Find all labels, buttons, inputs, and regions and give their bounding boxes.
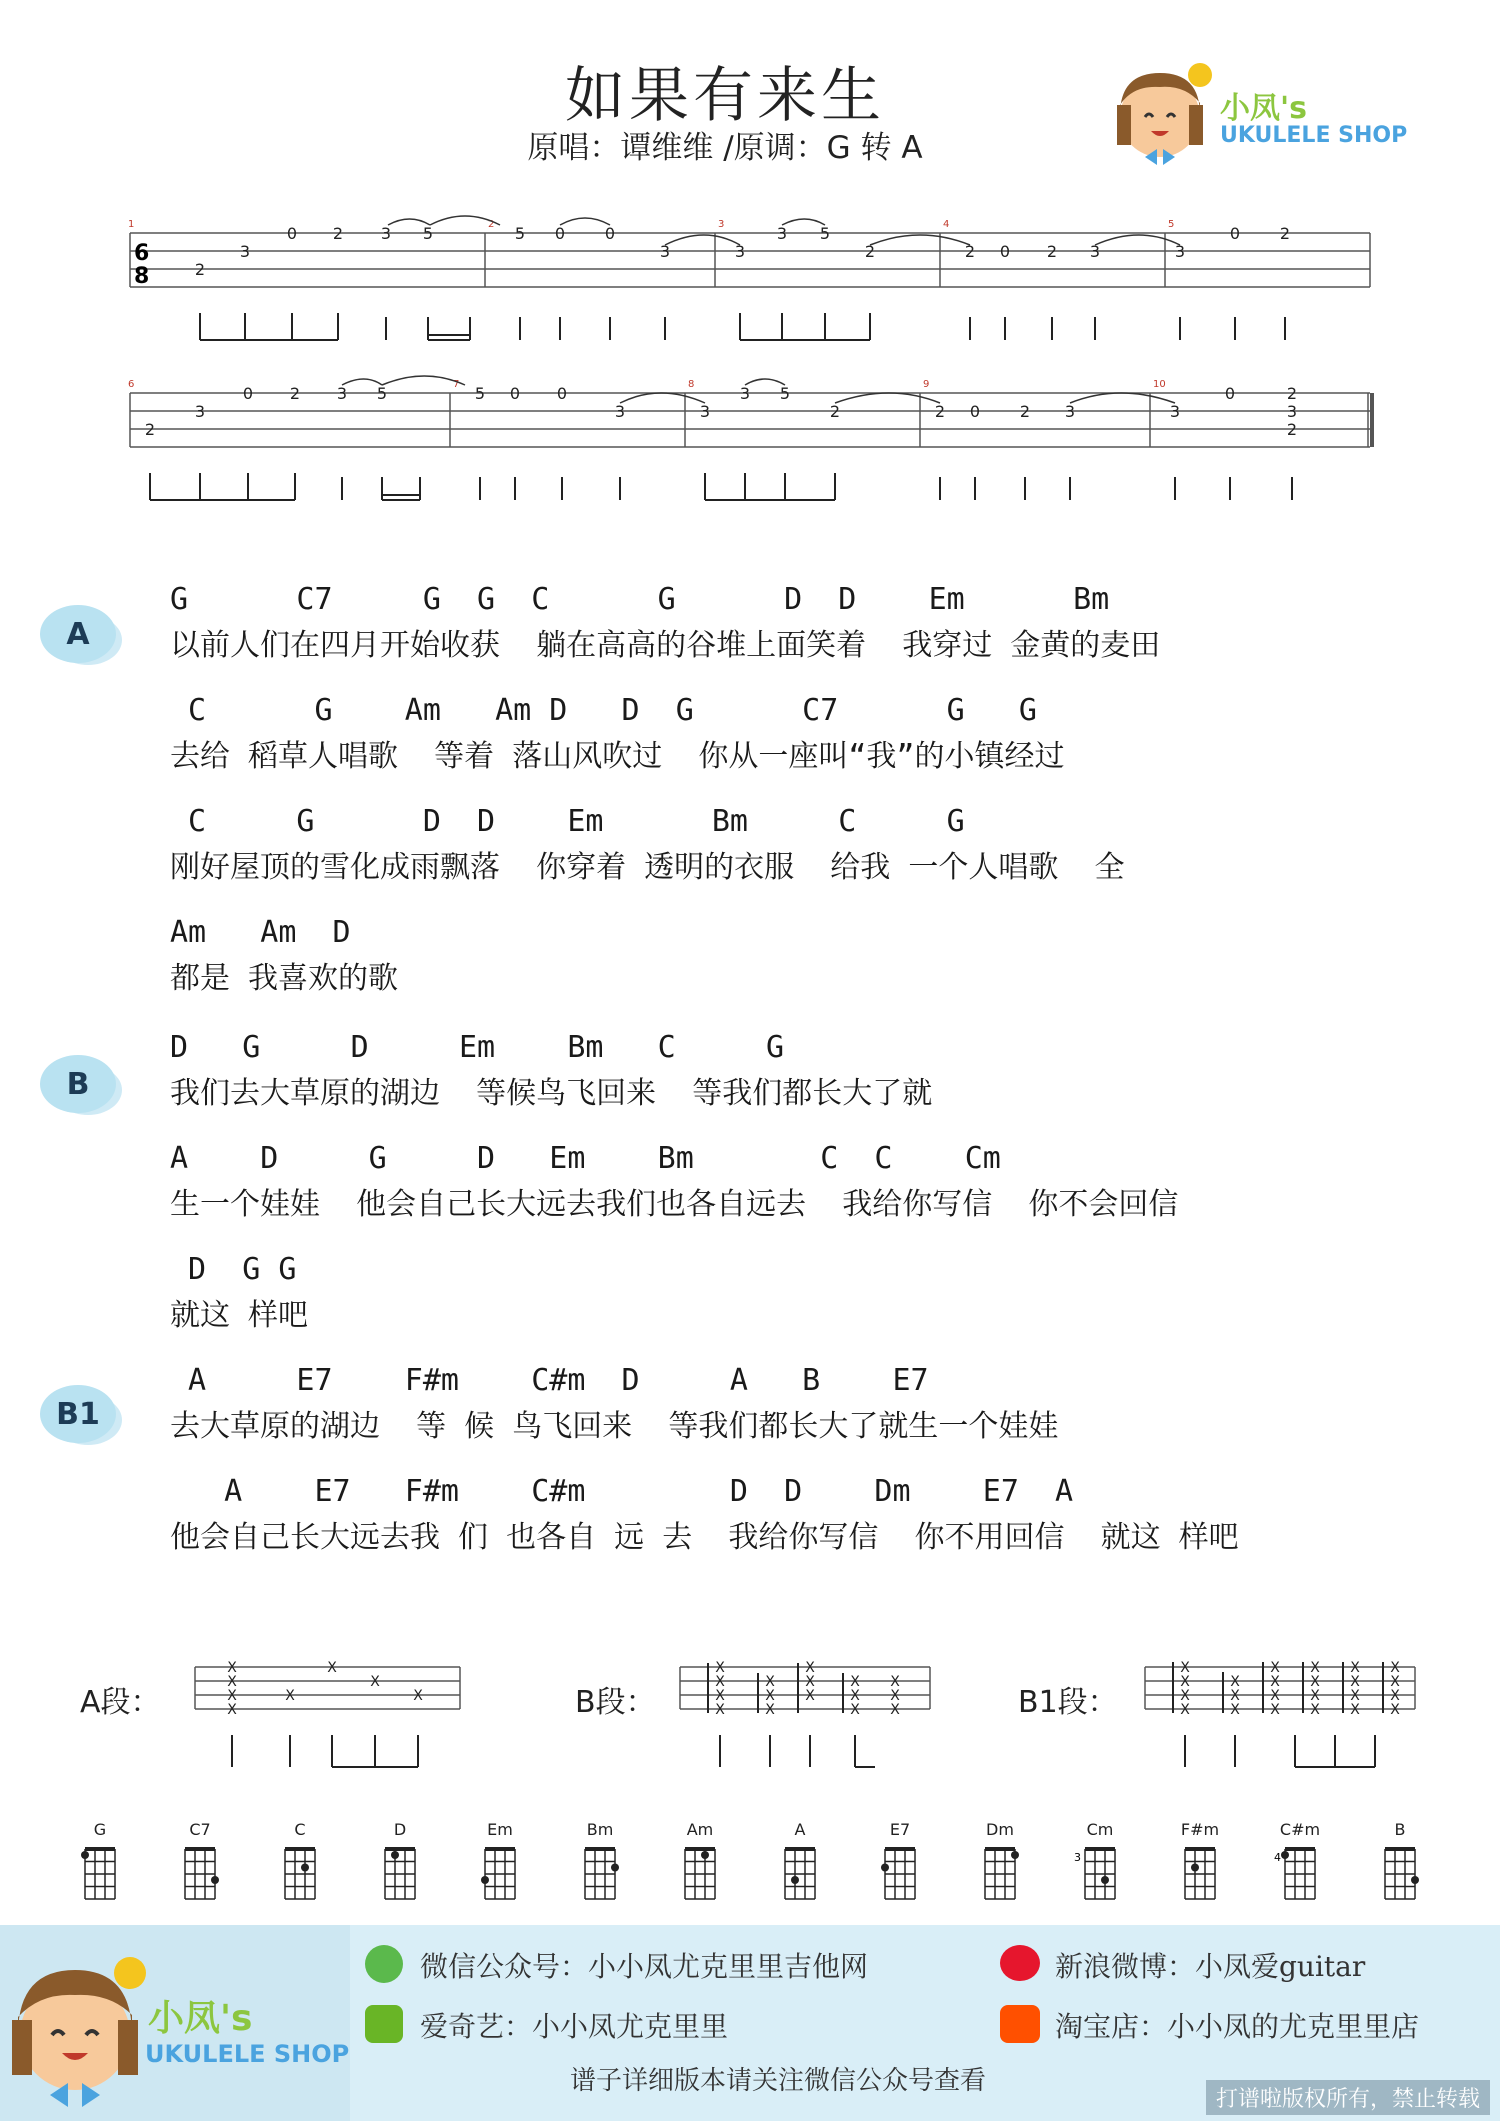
svg-text:X: X (765, 1702, 775, 1718)
chord-diagram-row (70, 1820, 1440, 1920)
svg-text:X: X (715, 1702, 725, 1718)
taobao-shop: 淘宝店：小小凤的尤克里里店 (1055, 2010, 1420, 2043)
chord-line: D G G (170, 1252, 297, 1287)
chord-diagram-name: Bm (586, 1820, 614, 1839)
svg-text:X: X (805, 1674, 815, 1690)
lyric-line-pair (170, 1363, 1239, 1474)
svg-text:X: X (850, 1688, 860, 1704)
svg-text:3: 3 (1286, 402, 1298, 421)
svg-text:X: X (890, 1674, 900, 1690)
chord-diagram-name: G (93, 1820, 107, 1839)
chord-fretboard-icon (570, 1839, 630, 1909)
svg-text:2: 2 (934, 402, 946, 421)
chord-diagram-name: D (393, 1820, 407, 1839)
brand-shop-top: UKULELE SHOP (1220, 123, 1408, 148)
lyric-line-pair (170, 582, 1160, 693)
svg-text:5: 5 (474, 384, 486, 403)
svg-text:0: 0 (1224, 384, 1236, 403)
svg-text:3: 3 (1089, 242, 1101, 261)
svg-text:X: X (1390, 1688, 1400, 1704)
chord-diagram (870, 1820, 930, 1913)
svg-text:X: X (227, 1688, 237, 1704)
svg-text:3: 3 (1169, 402, 1181, 421)
svg-text:2: 2 (829, 402, 841, 421)
svg-text:X: X (1350, 1660, 1360, 1676)
bar-number: 7 (453, 379, 460, 390)
chord-diagram-name: Am (686, 1820, 714, 1839)
svg-text:2: 2 (144, 420, 156, 439)
bar-number: 9 (923, 379, 930, 390)
svg-text:3: 3 (659, 242, 671, 261)
section-b1-lyrics (170, 1363, 1239, 1585)
time-signature-top: 6 (134, 241, 150, 266)
wechat-account: 微信公众号：小小凤尤克里里吉他网 (420, 1950, 869, 1983)
lyric-line: 都是 我喜欢的歌 (170, 961, 399, 996)
svg-text:X: X (1350, 1688, 1360, 1704)
chord-diagram-name: F#m (1180, 1820, 1220, 1839)
chord-fretboard-icon (1170, 1839, 1230, 1909)
strum-label-a: A段： (80, 1685, 161, 1720)
lyric-line-pair (170, 693, 1160, 804)
svg-text:0: 0 (286, 224, 298, 243)
svg-text:X: X (765, 1674, 775, 1690)
lyric-line: 我们去大草原的湖边 等候鸟飞回来 等我们都长大了就 (170, 1076, 933, 1111)
song-title: 如果有来生 (565, 61, 885, 131)
svg-text:X: X (1180, 1688, 1190, 1704)
svg-text:X: X (227, 1702, 237, 1718)
section-badge-b: B (40, 1055, 116, 1113)
svg-text:X: X (1180, 1702, 1190, 1718)
lyric-line: 就这 样吧 (170, 1298, 309, 1333)
brand-name-top: 小凤's (1220, 91, 1308, 126)
chord-line: A D G D Em Bm C C Cm (170, 1141, 1001, 1176)
brand-logo-top (1105, 55, 1425, 175)
svg-text:X: X (327, 1660, 337, 1676)
chord-line: C G D D Em Bm C G (170, 804, 965, 839)
chord-line: A E7 F#m C#m D D Dm E7 A (170, 1474, 1074, 1509)
svg-text:X: X (1230, 1702, 1240, 1718)
svg-text:X: X (890, 1688, 900, 1704)
svg-text:2: 2 (1019, 402, 1031, 421)
chord-fretboard-icon (470, 1839, 530, 1909)
svg-text:X: X (1310, 1688, 1320, 1704)
svg-text:X: X (1310, 1702, 1320, 1718)
chord-diagram (1070, 1820, 1130, 1913)
svg-text:X: X (1180, 1660, 1190, 1676)
chord-fretboard-icon (970, 1839, 1030, 1909)
svg-text:4: 4 (1274, 1851, 1281, 1864)
svg-text:0: 0 (999, 242, 1011, 261)
lyric-line: 刚好屋顶的雪化成雨飘落 你穿着 透明的衣服 给我 一个人唱歌 全 (170, 850, 1125, 885)
bar-number: 6 (128, 379, 135, 390)
bar-number: 8 (688, 379, 695, 390)
svg-text:X: X (1270, 1702, 1280, 1718)
svg-text:X: X (715, 1688, 725, 1704)
iqiyi-account: 爱奇艺：小小凤尤克里里 (420, 2010, 729, 2043)
svg-text:2: 2 (194, 260, 206, 279)
svg-text:X: X (715, 1660, 725, 1676)
weibo-icon (1000, 1945, 1040, 1981)
svg-text:0: 0 (556, 384, 568, 403)
svg-text:X: X (1270, 1688, 1280, 1704)
chord-line: C G Am Am D D G C7 G G (170, 693, 1037, 728)
svg-text:5: 5 (422, 224, 434, 243)
bar-number: 1 (128, 219, 135, 230)
chord-diagram (670, 1820, 730, 1913)
svg-text:3: 3 (699, 402, 711, 421)
chord-line: G C7 G G C G D D Em Bm (170, 582, 1110, 617)
chord-diagram-name: Cm (1086, 1820, 1114, 1839)
svg-text:X: X (1270, 1660, 1280, 1676)
svg-text:0: 0 (554, 224, 566, 243)
strum-label-b1: B1段： (1018, 1685, 1118, 1720)
chord-diagram (1170, 1820, 1230, 1913)
chord-diagram-name: C#m (1279, 1820, 1321, 1839)
chord-diagram (770, 1820, 830, 1913)
lyric-line-pair (170, 804, 1160, 915)
svg-text:X: X (1180, 1674, 1190, 1690)
svg-text:X: X (1350, 1674, 1360, 1690)
chord-diagram (1370, 1820, 1430, 1913)
chord-fretboard-icon (70, 1839, 130, 1909)
svg-text:X: X (850, 1702, 860, 1718)
svg-text:3: 3 (1174, 242, 1186, 261)
bar-number: 10 (1153, 379, 1166, 390)
bar-number: 5 (1168, 219, 1175, 230)
lyric-line-pair (170, 1030, 1178, 1141)
lyric-line-pair (170, 915, 1160, 1026)
svg-text:5: 5 (514, 224, 526, 243)
lyric-line: 以前人们在四月开始收获 躺在高高的谷堆上面笑着 我穿过 金黄的麦田 (170, 628, 1161, 663)
svg-text:2: 2 (1286, 384, 1298, 403)
svg-text:2: 2 (964, 242, 976, 261)
svg-text:X: X (227, 1660, 237, 1676)
ukulele-tablature (120, 205, 1380, 515)
chord-diagram-name: C (294, 1820, 306, 1839)
lyric-line: 生一个娃娃 他会自己长大远去我们也各自远去 我给你写信 你不会回信 (170, 1187, 1179, 1222)
footer-logo (0, 1925, 350, 2121)
lyric-line: 他会自己长大远去我 们 也各自 远 去 我给你写信 你不用回信 就这 样吧 (170, 1520, 1239, 1555)
chord-fretboard-icon (1370, 1839, 1430, 1909)
svg-text:0: 0 (969, 402, 981, 421)
svg-text:X: X (413, 1688, 423, 1704)
lyric-line: 去给 稻草人唱歌 等着 落山风吹过 你从一座叫“我”的小镇经过 (170, 739, 1065, 774)
svg-text:X: X (285, 1688, 295, 1704)
chord-diagram-name: Em (487, 1820, 513, 1839)
chord-diagram (1270, 1820, 1330, 1913)
lyric-line: 去大草原的湖边 等 候 鸟飞回来 等我们都长大了就生一个娃娃 (170, 1409, 1059, 1444)
svg-text:2: 2 (332, 224, 344, 243)
chord-diagram-name: B (1394, 1820, 1406, 1839)
chord-diagram (270, 1820, 330, 1913)
svg-text:X: X (850, 1674, 860, 1690)
chord-fretboard-icon (370, 1839, 430, 1909)
svg-text:X: X (1230, 1674, 1240, 1690)
svg-text:X: X (1270, 1674, 1280, 1690)
svg-text:3: 3 (336, 384, 348, 403)
svg-text:3: 3 (1064, 402, 1076, 421)
chord-diagram (470, 1820, 530, 1913)
wechat-icon (365, 1945, 403, 1983)
strum-pattern-b (675, 1655, 935, 1780)
svg-text:5: 5 (779, 384, 791, 403)
svg-text:X: X (1390, 1702, 1400, 1718)
strum-pattern-a (190, 1655, 470, 1780)
svg-text:2: 2 (1046, 242, 1058, 261)
svg-text:0: 0 (509, 384, 521, 403)
copyright-notice: 打谱啦版权所有，禁止转载 (1206, 2080, 1490, 2115)
bar-number: 4 (943, 219, 950, 230)
svg-text:3: 3 (1074, 1851, 1081, 1864)
svg-text:X: X (765, 1688, 775, 1704)
taobao-icon (1000, 2005, 1040, 2043)
svg-text:3: 3 (614, 402, 626, 421)
lyric-line-pair (170, 1252, 1178, 1363)
chord-line: D G D Em Bm C G (170, 1030, 785, 1065)
chord-fretboard-icon (1070, 1839, 1130, 1909)
song-subtitle: 原唱：谭维维 /原调：G 转 A (527, 130, 923, 166)
svg-text:X: X (1390, 1674, 1400, 1690)
svg-text:X: X (227, 1674, 237, 1690)
chord-fretboard-icon (770, 1839, 830, 1909)
svg-text:3: 3 (194, 402, 206, 421)
weibo-account: 新浪微博：小凤爱guitar (1055, 1950, 1366, 1983)
section-badge-a: A (40, 605, 116, 663)
svg-text:X: X (805, 1660, 815, 1676)
svg-text:X: X (715, 1674, 725, 1690)
lyric-line-pair (170, 1474, 1239, 1585)
strum-pattern-b1 (1140, 1650, 1420, 1780)
lyric-line-pair (170, 1141, 1178, 1252)
iqiyi-icon (365, 2005, 403, 2043)
svg-text:2: 2 (289, 384, 301, 403)
svg-text:X: X (1310, 1674, 1320, 1690)
svg-text:X: X (370, 1674, 380, 1690)
section-badge-b1: B1 (40, 1385, 116, 1443)
svg-text:X: X (1390, 1660, 1400, 1676)
chord-diagram (70, 1820, 130, 1913)
svg-text:X: X (890, 1702, 900, 1718)
chord-diagram-name: E7 (889, 1820, 911, 1839)
chord-fretboard-icon (170, 1839, 230, 1909)
time-signature-bottom: 8 (134, 264, 150, 289)
chord-diagram (570, 1820, 630, 1913)
brand-shop-footer: UKULELE SHOP (145, 2040, 350, 2068)
svg-text:2: 2 (1286, 420, 1298, 439)
strum-label-b: B段： (575, 1685, 656, 1720)
bar-number: 2 (488, 219, 495, 230)
svg-text:X: X (1350, 1702, 1360, 1718)
svg-text:0: 0 (604, 224, 616, 243)
svg-text:0: 0 (242, 384, 254, 403)
svg-text:2: 2 (1279, 224, 1291, 243)
svg-text:X: X (1230, 1688, 1240, 1704)
section-b-lyrics (170, 1030, 1178, 1363)
chord-line: Am Am D (170, 915, 351, 950)
chord-line: A E7 F#m C#m D A B E7 (170, 1363, 929, 1398)
section-a-lyrics (170, 582, 1160, 1026)
svg-text:X: X (1310, 1660, 1320, 1676)
chord-fretboard-icon (270, 1839, 330, 1909)
svg-text:0: 0 (1229, 224, 1241, 243)
svg-text:3: 3 (380, 224, 392, 243)
bar-number: 3 (718, 219, 725, 230)
chord-diagram-name: A (794, 1820, 806, 1839)
svg-text:3: 3 (239, 242, 251, 261)
svg-text:3: 3 (776, 224, 788, 243)
svg-text:5: 5 (819, 224, 831, 243)
chord-fretboard-icon (1270, 1839, 1330, 1909)
chord-diagram (370, 1820, 430, 1913)
svg-text:2: 2 (864, 242, 876, 261)
footer-notice: 谱子详细版本请关注微信公众号查看 (570, 2066, 987, 2096)
svg-text:3: 3 (734, 242, 746, 261)
svg-text:X: X (805, 1688, 815, 1704)
chord-diagram-name: Dm (986, 1820, 1014, 1839)
chord-diagram (970, 1820, 1030, 1913)
chord-diagram-name: C7 (189, 1820, 211, 1839)
brand-name-footer: 小凤's (148, 1998, 253, 2039)
svg-text:5: 5 (376, 384, 388, 403)
chord-diagram (170, 1820, 230, 1913)
chord-fretboard-icon (870, 1839, 930, 1909)
chord-fretboard-icon (670, 1839, 730, 1909)
svg-text:3: 3 (739, 384, 751, 403)
